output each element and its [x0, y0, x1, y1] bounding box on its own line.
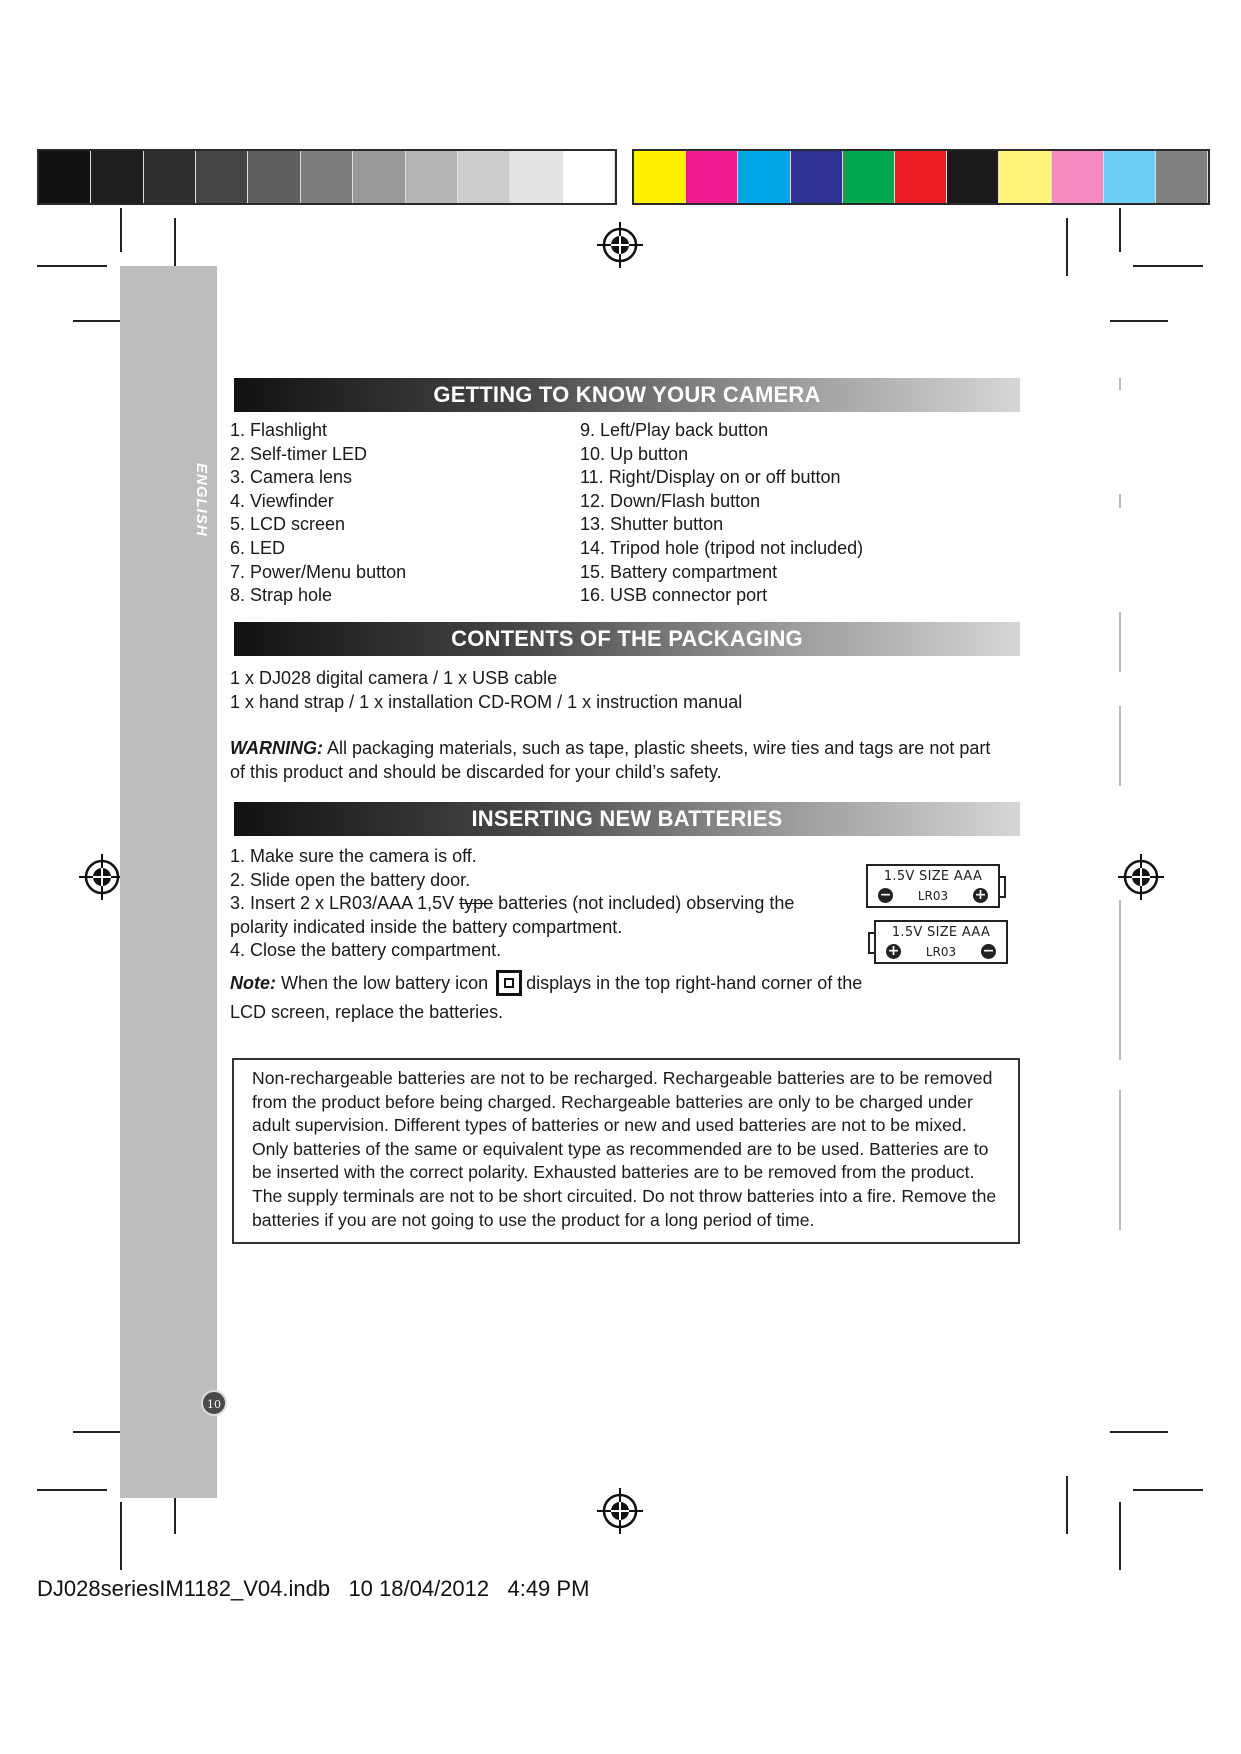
side-band — [120, 266, 217, 1498]
color-swatch — [686, 151, 738, 203]
crop-mark — [1133, 265, 1203, 267]
battery-illustration — [866, 864, 1000, 908]
list-item: 3. Camera lens — [230, 467, 353, 488]
battery-model: LR03 — [917, 889, 949, 903]
note-text: When the low battery icon — [276, 973, 489, 993]
bleed-mark — [1119, 1090, 1121, 1230]
battery-size: 1.5V SIZE AAA — [891, 925, 991, 940]
bleed-mark — [1119, 900, 1121, 1060]
list-item: 6. LED — [230, 537, 286, 558]
crop-mark — [1110, 320, 1168, 322]
safety-line: adult supervision. Different types of batteries or new and used batteries are not to be mixed. — [252, 1115, 967, 1136]
list-item: 5. LCD screen — [230, 514, 346, 535]
warning-label: WARNING: — [230, 738, 323, 758]
battery-terminal — [868, 932, 876, 954]
color-swatch — [1156, 151, 1208, 203]
list-item: 14. Tripod hole (tripod not included) — [580, 537, 864, 558]
color-swatch — [458, 151, 510, 203]
crop-mark — [120, 208, 122, 252]
section-header-know-camera: GETTING TO KNOW YOUR CAMERA — [234, 378, 1020, 412]
step-text — [230, 892, 830, 916]
registration-mark-icon — [595, 1486, 645, 1536]
color-swatch — [791, 151, 843, 203]
color-swatch — [843, 151, 895, 203]
color-calibration-bar — [632, 149, 1210, 205]
section-header-contents: CONTENTS OF THE PACKAGING — [234, 622, 1020, 656]
bleed-mark — [1119, 612, 1121, 672]
list-item: 13. Shutter button — [580, 514, 724, 535]
safety-line: from the product before being charged. Rechargeable batteries are only to be charged under — [252, 1091, 973, 1112]
color-swatch — [196, 151, 248, 203]
safety-line: batteries if you are not going to use the product for a long period of time. — [252, 1209, 815, 1230]
list-item: 15. Battery compartment — [580, 561, 778, 582]
low-battery-icon — [496, 970, 522, 996]
page-number: 10 — [201, 1390, 227, 1416]
list-item: 7. Power/Menu button — [230, 561, 407, 582]
plus-icon: + — [887, 943, 900, 959]
list-item: 1. Flashlight — [230, 420, 328, 440]
crop-mark — [1133, 1489, 1203, 1491]
list-item: 16. USB connector port — [580, 585, 768, 606]
print-slug: DJ028seriesIM1182_V04.indb 10 18/04/2012 4:49 PM — [37, 1576, 590, 1601]
list-item: 2. Self-timer LED — [230, 443, 368, 464]
note-line — [230, 970, 862, 996]
battery-size: 1.5V SIZE AAA — [883, 869, 983, 884]
color-swatch — [353, 151, 405, 203]
step-text: 2. Slide open the battery door. — [230, 869, 471, 890]
color-swatch — [563, 151, 615, 203]
crop-mark — [1119, 208, 1121, 252]
color-swatch — [39, 151, 91, 203]
color-swatch — [144, 151, 196, 203]
step3-start: 3. Insert 2 x LR03/AAA 1,5V — [230, 893, 460, 914]
battery-model: LR03 — [925, 945, 957, 959]
crop-mark — [1066, 1476, 1068, 1534]
color-swatch — [248, 151, 300, 203]
list-item: 9. Left/Play back button — [580, 420, 769, 440]
crop-mark — [37, 1489, 107, 1491]
note-line: LCD screen, replace the batteries. — [230, 1002, 504, 1022]
bleed-mark — [1119, 378, 1121, 390]
contents-line: 1 x DJ028 digital camera / 1 x USB cable — [230, 668, 558, 688]
battery-safety-box — [232, 1058, 1020, 1244]
crop-mark — [1119, 1502, 1121, 1570]
parts-list-left — [230, 419, 406, 608]
registration-mark-icon — [1116, 852, 1166, 902]
minus-icon: − — [982, 943, 995, 959]
bleed-mark — [1119, 494, 1121, 508]
step-text: 4. Close the battery compartment. — [230, 940, 502, 961]
battery-illustration — [874, 920, 1008, 964]
parts-list-right — [580, 419, 863, 608]
battery-terminal — [998, 876, 1006, 898]
color-swatch — [999, 151, 1051, 203]
note-label: Note: — [230, 973, 276, 993]
step-text: 1. Make sure the camera is off. — [230, 846, 477, 866]
color-swatch — [1052, 151, 1104, 203]
step-text: polarity indicated inside the battery compartment. — [230, 916, 623, 937]
color-swatch — [738, 151, 790, 203]
color-swatch — [895, 151, 947, 203]
warning-text: All packaging materials, such as tape, plastic sheets, wire ties and tags are not part of this product and should be discarded for your child’s safety. — [230, 738, 991, 782]
safety-line: The supply terminals are not to be short circuited. Do not throw batteries into a fire. Remove the — [252, 1185, 997, 1206]
list-item: 4. Viewfinder — [230, 490, 334, 511]
note-text: displays in the top right-hand corner of the — [526, 973, 863, 993]
section-header-batteries: INSERTING NEW BATTERIES — [234, 802, 1020, 836]
struck-word: type — [459, 893, 494, 914]
color-swatch — [1104, 151, 1156, 203]
bleed-mark — [1119, 706, 1121, 786]
step3-end: batteries (not included) observing the — [493, 893, 795, 914]
language-label: ENGLISH — [193, 463, 210, 537]
plus-icon: + — [974, 887, 987, 903]
battery-steps — [230, 845, 830, 963]
color-swatch — [91, 151, 143, 203]
warning-paragraph — [230, 737, 1010, 784]
safety-line: Non-rechargeable batteries are not to be recharged. Rechargeable batteries are to be removed — [252, 1068, 993, 1088]
crop-mark — [1110, 1431, 1168, 1433]
color-swatch — [947, 151, 999, 203]
safety-line: be inserted with the correct polarity. Exhausted batteries are to be removed from the product. — [252, 1162, 975, 1183]
list-item: 12. Down/Flash button — [580, 490, 761, 511]
minus-icon: − — [879, 887, 892, 903]
color-swatch — [634, 151, 686, 203]
crop-mark — [1066, 218, 1068, 276]
grayscale-calibration-bar — [37, 149, 617, 205]
registration-mark-icon — [595, 220, 645, 270]
safety-line: Only batteries of the same or equivalent type as recommended are to be used. Batteries are to — [252, 1138, 989, 1159]
crop-mark — [37, 265, 107, 267]
color-swatch — [406, 151, 458, 203]
list-item: 10. Up button — [580, 443, 689, 464]
color-swatch — [510, 151, 562, 203]
crop-mark — [120, 1502, 122, 1570]
contents-line: 1 x hand strap / 1 x installation CD-ROM / 1 x instruction manual — [230, 692, 743, 712]
color-swatch — [301, 151, 353, 203]
list-item: 8. Strap hole — [230, 585, 333, 606]
list-item: 11. Right/Display on or off button — [580, 467, 841, 488]
